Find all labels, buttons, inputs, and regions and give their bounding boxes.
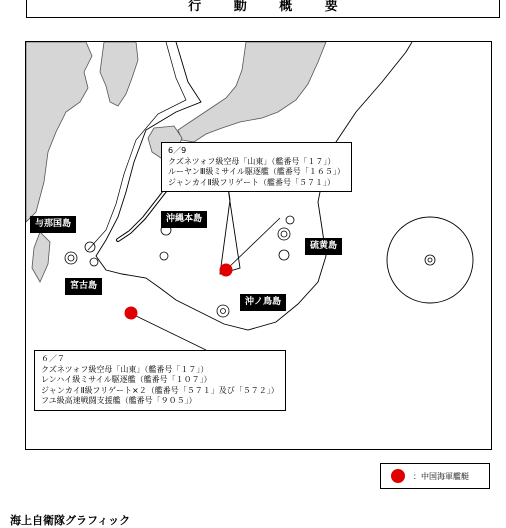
island-ring — [217, 305, 229, 317]
label-yonaguni: 与那国島 — [30, 216, 76, 233]
callout-line: ジャンカイⅡ級フリゲート×２（艦番号「５７１」及び「５７２」） — [41, 385, 279, 395]
vessel-marker — [125, 307, 138, 320]
legend — [380, 463, 490, 489]
island-ring — [65, 252, 77, 264]
label-iwo: 硫黄島 — [305, 238, 342, 255]
label-miyako: 宮古島 — [65, 278, 102, 295]
island-ring — [85, 242, 95, 252]
island-ring — [281, 231, 287, 237]
island-ring — [90, 258, 98, 266]
callout-jun9 — [161, 142, 352, 192]
callout-line: レンハイ級ミサイル駆逐艦（艦番号「１０７」） — [41, 375, 212, 384]
label-okinawa: 沖縄本島 — [161, 211, 207, 228]
island-ring — [286, 216, 294, 224]
island-ring — [279, 250, 289, 260]
map-frame — [25, 41, 492, 450]
island-ring — [221, 309, 226, 314]
callout-line: ジャンカイⅡ級フリゲート（艦番号「５７１」） — [168, 177, 336, 187]
vessel-marker — [220, 264, 233, 277]
island-ring — [160, 252, 168, 260]
callout-line: クズネツォフ級空母「山東」（艦番号「１７」） — [168, 156, 336, 166]
callout-line: フユ級高速戦闘支援艦（艦番号「９０５」） — [41, 396, 197, 405]
island-ring — [68, 255, 74, 261]
header-box — [26, 0, 500, 18]
page-title: 行 動 概 要 — [188, 0, 352, 14]
label-okinotori: 沖ノ鳥島 — [240, 294, 286, 311]
korea-land — [100, 42, 138, 106]
island-ring — [428, 258, 432, 262]
footer-text: 海上自衛隊グラフィック — [10, 514, 131, 527]
island-ring — [278, 228, 290, 240]
eez-circle — [387, 217, 473, 303]
island-ring — [425, 255, 435, 265]
callout-jun7 — [34, 350, 286, 411]
leader-line — [132, 314, 206, 350]
mainland-land — [26, 42, 92, 222]
callout-date: 6／9 — [168, 146, 187, 155]
callout-date: ６／７ — [41, 354, 65, 363]
legend-label: ：中国海軍艦艇 — [413, 471, 469, 481]
taiwan-land — [32, 232, 50, 282]
legend-marker — [391, 469, 405, 483]
callout-line: ルーヤンⅢ級ミサイル駆逐艦（艦番号「１６５」） — [168, 167, 345, 176]
callout-line: クズネツォフ級空母「山東」（艦番号「１７」） — [41, 364, 209, 374]
japan-land — [178, 42, 326, 142]
